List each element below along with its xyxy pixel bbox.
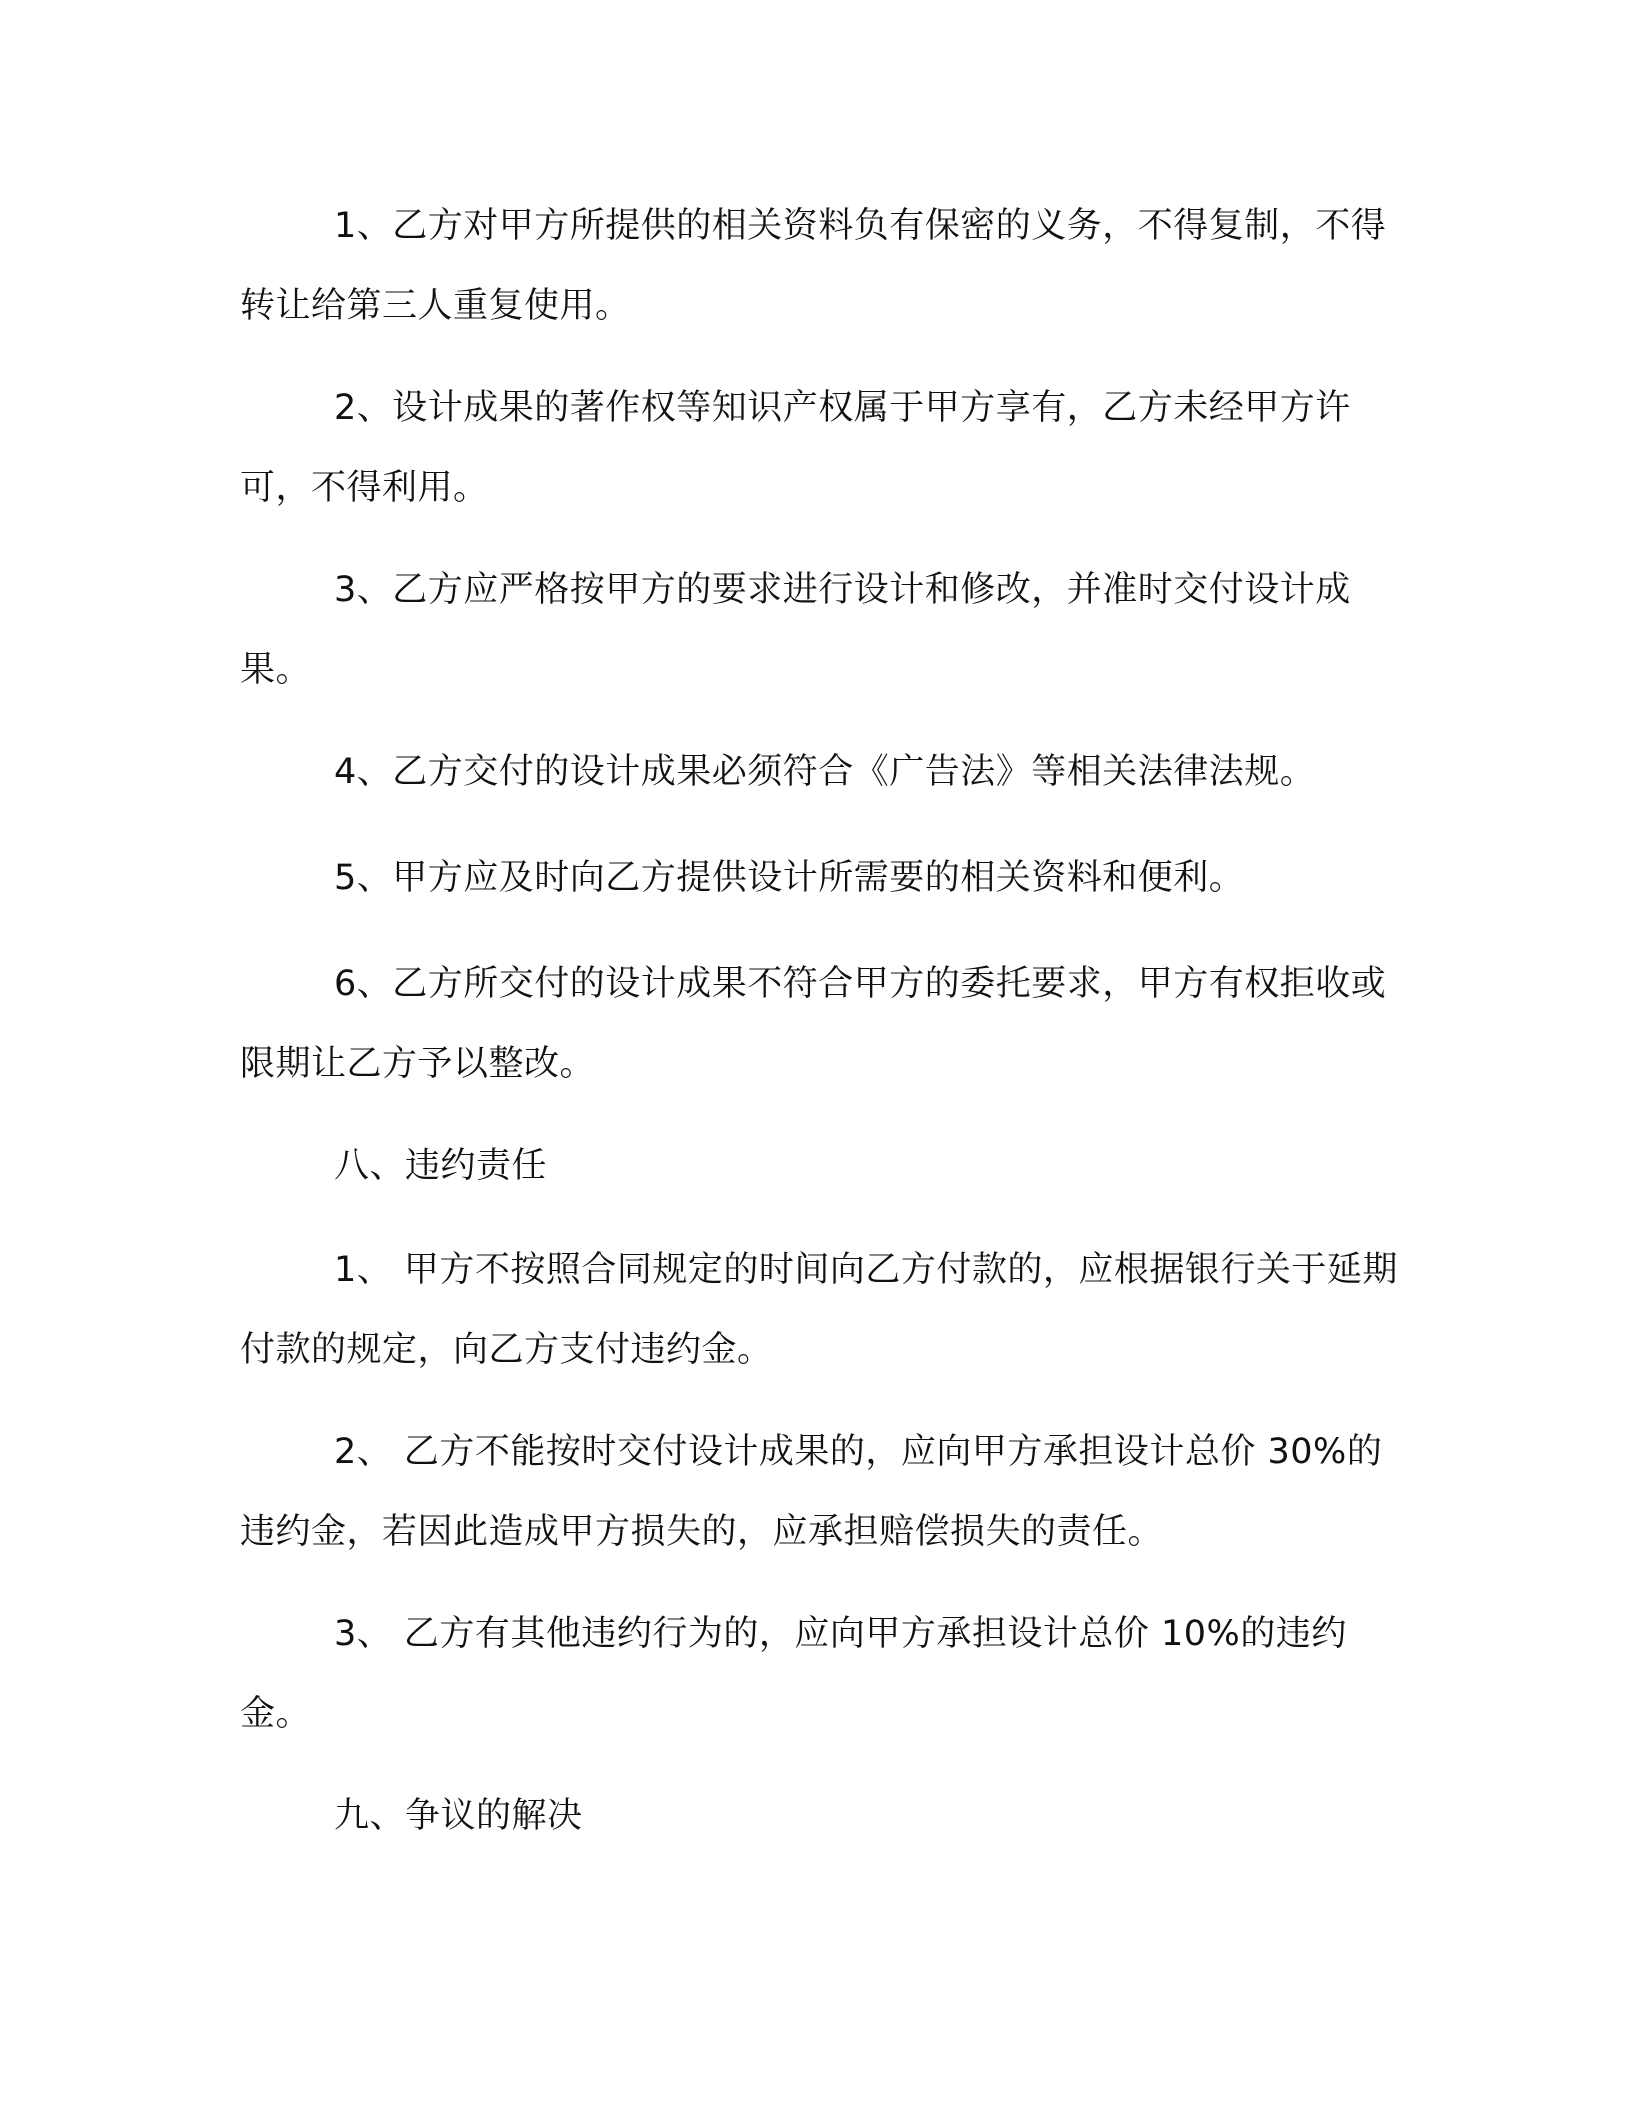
clause-7-4: 4、乙方交付的设计成果必须符合《广告法》等相关法律法规。 (334, 752, 1316, 792)
clause-7-2: 2、设计成果的著作权等知识产权属于甲方享有，乙方未经甲方许可，不得利用。 (240, 388, 1351, 508)
document-content (240, 186, 1400, 1880)
clause-8-1: 1、 甲方不按照合同规定的时间向乙方付款的，应根据银行关于延期付款的规定，向乙方支付违约金。 (240, 1250, 1398, 1370)
clause-7-6: 6、乙方所交付的设计成果不符合甲方的委托要求，甲方有权拒收或限期让乙方予以整改。 (240, 964, 1387, 1084)
section-9-heading: 九、争议的解决 (334, 1796, 583, 1836)
clause-7-3: 3、乙方应严格按甲方的要求进行设计和修改，并准时交付设计成果。 (240, 570, 1351, 690)
section-8-heading: 八、违约责任 (334, 1146, 548, 1186)
clause-7-1: 1、乙方对甲方所提供的相关资料负有保密的义务，不得复制，不得转让给第三人重复使用。 (240, 206, 1387, 326)
clause-7-5: 5、甲方应及时向乙方提供设计所需要的相关资料和便利。 (334, 858, 1245, 898)
clause-8-2: 2、 乙方不能按时交付设计成果的，应向甲方承担设计总价 30%的违约金，若因此造成甲方损失的，应承担赔偿损失的责任。 (240, 1432, 1383, 1552)
clause-8-3: 3、 乙方有其他违约行为的，应向甲方承担设计总价 10%的违约金。 (240, 1614, 1347, 1734)
